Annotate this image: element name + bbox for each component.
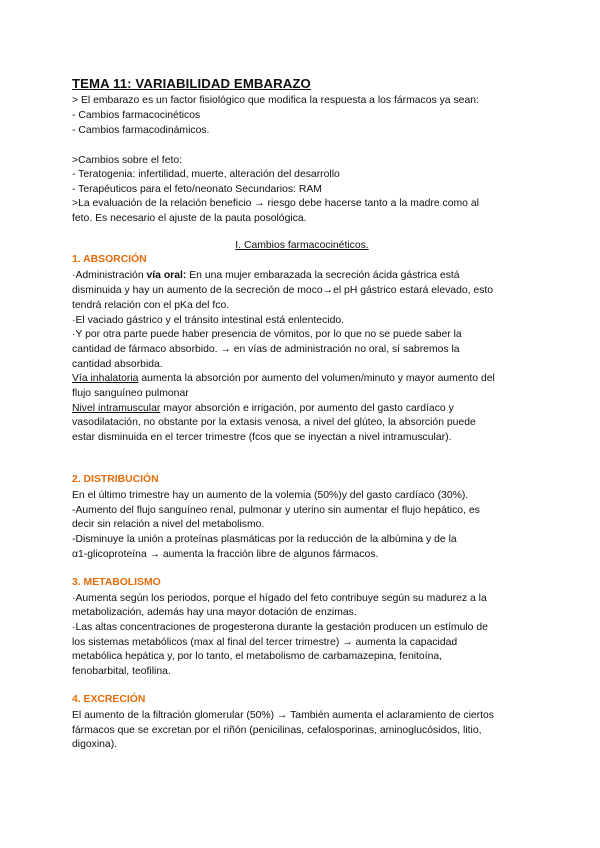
distribucion-line: -Aumento del flujo sanguíneo renal, pulmonar y uterino sin aumentar el flujo hepático, es (72, 505, 480, 516)
intro-line: > El embarazo es un factor fisiológico que modifica la respuesta a los fármacos ya sean: (72, 95, 479, 106)
absorcion-line: cantidad absorbida. (72, 359, 163, 370)
absorcion-line: cantidad de fármaco absorbido. → en vías de administración no oral, sí sabremos la (72, 344, 460, 355)
metabolismo-line: fenobarbital, teofilina. (72, 666, 171, 677)
nivel-intramuscular-label: Nivel intramuscular (72, 403, 161, 414)
excrecion-line: El aumento de la filtración glomerular (50%) → También aumenta el aclaramiento de ciertos (72, 710, 494, 721)
inhalatoria-line: flujo sanguíneo pulmonar (72, 388, 189, 399)
absorcion-rest: En una mujer embarazada la secreción ácida gástrica está (186, 270, 460, 281)
feto-line: feto. Es necesario el ajuste de la pauta posológica. (72, 213, 307, 224)
section-heading-excrecion: 4. EXCRECIÓN (72, 694, 146, 705)
excrecion-line: fármacos que se excretan por el riñón (penicilinas, cefalosporinas, aminoglucósidos, litio, (72, 725, 482, 736)
section-heading-metabolismo: 3. METABOLISMO (72, 577, 161, 588)
feto-line: - Terapéuticos para el feto/neonato Secundarios: RAM (72, 184, 322, 195)
part-heading-text: I. Cambios farmacocinéticos. (235, 240, 369, 251)
metabolismo-line: metabólica hepática y, por lo tanto, el metabolismo de carbamazepina, fenitoína, (72, 651, 443, 662)
intro-line: - Cambios farmacodinámicos. (72, 125, 210, 136)
distribucion-line: decir sin relación a nivel del metabolismo. (72, 519, 265, 530)
inhalatoria-text: aumenta la absorción por aumento del volumen/minuto y mayor aumento del (138, 373, 495, 384)
metabolismo-line: ·Aumenta según los periodos, porque el hígado del feto contribuye según su madurez a la (72, 593, 487, 604)
distribucion-line: α1-glicoproteína → aumenta la fracción libre de algunos fármacos. (72, 549, 379, 560)
absorcion-line (72, 269, 460, 283)
via-oral-label: vía oral: (146, 270, 187, 281)
section-heading-distribucion: 2. DISTRIBUCIÓN (72, 474, 159, 485)
excrecion-line: digoxina). (72, 739, 118, 750)
metabolismo-line: metabolización, además hay una mayor dotación de enzimas. (72, 607, 357, 618)
part-heading (72, 240, 532, 251)
metabolismo-line: los sistemas metabólicos (max al final del tercer trimestre) → aumenta la capacidad (72, 637, 458, 648)
feto-line: >La evaluación de la relación beneficio → riesgo debe hacerse tanto a la madre como al (72, 198, 479, 209)
metabolismo-line: ·Las altas concentraciones de progesterona durante la gestación producen un estímulo de (72, 622, 488, 633)
page-title: TEMA 11: VARIABILIDAD EMBARAZO (72, 76, 311, 91)
intro-line: - Cambios farmacocinéticos (72, 110, 201, 121)
absorcion-line: ·El vaciado gástrico y el tránsito intestinal está enlentecido. (72, 315, 345, 326)
intramuscular-line: estar disminuida en el tercer trimestre (fcos que se inyectan a nivel intramuscular). (72, 432, 452, 443)
section-heading-absorcion: 1. ABSORCIÓN (72, 254, 147, 265)
feto-line: - Teratogenia: infertilidad, muerte, alteración del desarrollo (72, 169, 340, 180)
absorcion-prefix: ·Administración (72, 270, 147, 281)
absorcion-line: tendrá relación con el pKa del fco. (72, 300, 230, 311)
absorcion-line: ·Y por otra parte puede haber presencia de vómitos, por lo que no se puede saber la (72, 329, 462, 340)
inhalatoria-line (72, 372, 495, 386)
intramuscular-text: mayor absorción e irrigación, por aumento del gasto cardíaco y (160, 403, 454, 414)
via-inhalatoria-label: Vía inhalatoria (72, 373, 139, 384)
intramuscular-line: vasodilatación, no obstante por la extasis venosa, a nivel del glúteo, la absorción puede (72, 417, 476, 428)
intramuscular-line (72, 402, 454, 416)
feto-line: >Cambios sobre el feto: (72, 155, 183, 166)
distribucion-line: En el último trimestre hay un aumento de la volemia (50%)y del gasto cardíaco (30%). (72, 490, 469, 501)
distribucion-line: -Disminuye la unión a proteínas plasmáticas por la reducción de la albúmina y de la (72, 534, 457, 545)
absorcion-line: disminuida y hay un aumento de la secreción de moco→el pH gástrico estará elevado, esto (72, 285, 494, 296)
